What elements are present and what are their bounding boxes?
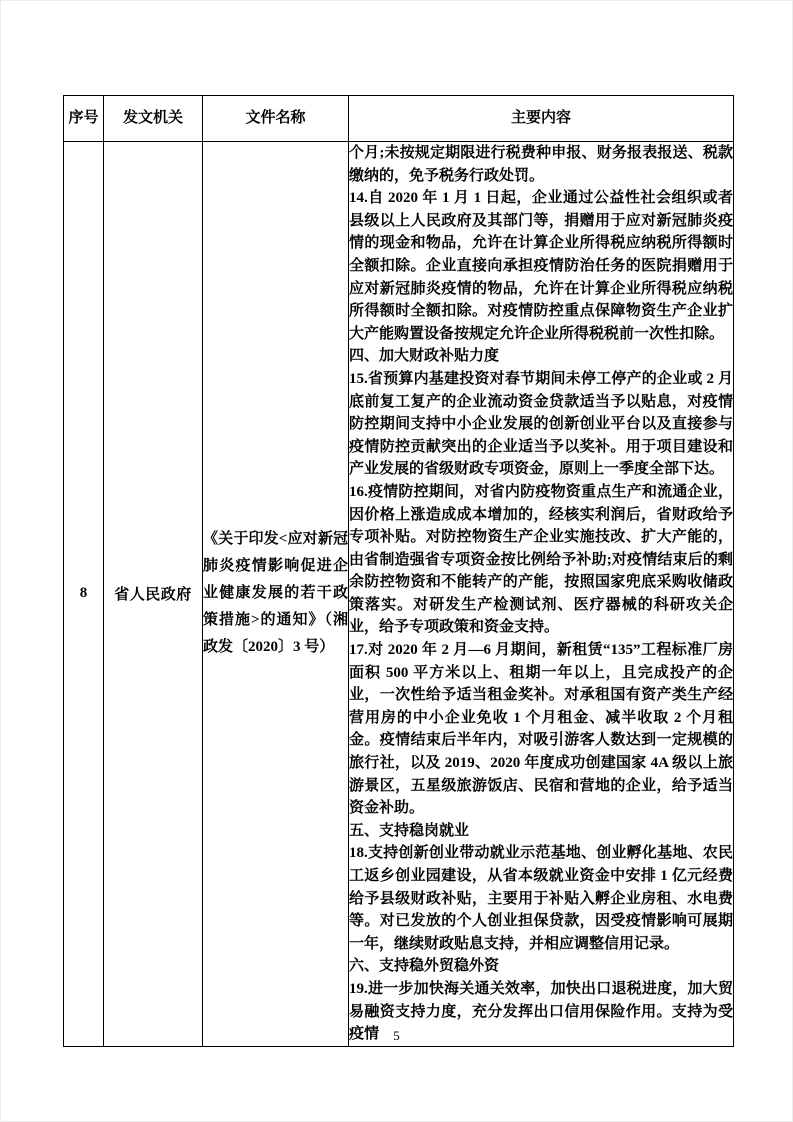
page-number: 5 (393, 1028, 400, 1043)
content-paragraph: 14.自 2020 年 1 月 1 日起，企业通过公益性社会组织或者县级以上人民政府及其部门等，捐赠用于应对新冠肺炎疫情的现金和物品，允许在计算企业所得税应纳税所得额时全额扣除。企业直接向承担疫情防治任务的医院捐赠用于应对新冠肺炎疫情的物品，允许在计算企业所得税应纳税所得额时全额扣除。对疫情防控重点保障物资生产企业扩大产能购置设备按规定允许企业所得税税前一次性扣除。 (349, 190, 733, 342)
content-paragraph: 19.进一步加快海关通关效率，加快出口退税进度，加大贸易融资支持力度，充分发挥出口信用保险作用。支持为受疫情 (349, 980, 733, 1043)
content-section-heading: 五、支持稳岗就业 (349, 822, 470, 839)
cell-main-content (349, 142, 734, 1047)
header-cell-issuing-authority: 发文机关 (104, 96, 203, 142)
content-section-heading: 四、加大财政补贴力度 (349, 348, 500, 365)
cell-document-name: 《关于印发<应对新冠肺炎疫情影响促进企业健康发展的若干政策措施>的通知》（湘政发〔2020〕3 号） (203, 142, 349, 1047)
header-cell-serial-number: 序号 (64, 96, 104, 142)
table-row (64, 142, 734, 1047)
cell-issuing-authority: 省人民政府 (104, 142, 203, 1047)
content-section-heading: 六、支持稳外贸稳外资 (349, 958, 500, 975)
cell-serial-number: 8 (64, 142, 104, 1047)
content-paragraph: 17.对 2020 年 2 月—6 月期间，新租赁“135”工程标准厂房面积 500 平方米以上、租期一年以上，且完成投产的企业，一次性给予适当租金奖补。对承租国有资产类生产经营用房的中小企业免收 1 个月租金、减半收取 2 个月租金。疫情结束后半年内，对吸引游客人数达到一定规模的旅行社，以及 2019、2020 年度成功创建国家 4A 级以上旅游景区，五星级旅游饭店、民宿和营地的企业，给予适当资金补助。 (349, 642, 733, 817)
policy-document-table (63, 95, 734, 1047)
header-cell-main-content: 主要内容 (349, 96, 734, 142)
content-paragraph: 16.疫情防控期间，对省内防疫物资重点生产和流通企业，因价格上涨造成成本增加的，经核实利润后，省财政给予专项补贴。对防控物资生产企业实施技改、扩大产能的，由省制造强省专项资金按比例给予补助;对疫情结束后的剩余防控物资和不能转产的产能，按照国家兜底采购收储政策落实。对研发生产检测试剂、医疗器械的科研攻关企业，给予专项政策和资金支持。 (349, 483, 733, 636)
content-paragraph: 15.省预算内基建投资对春节期间未停工停产的企业或 2 月底前复工复产的企业流动资金贷款适当予以贴息，对疫情防控期间支持中小企业发展的创新创业平台以及直接参与疫情防控贡献突出的企业适当予以奖补。用于项目建设和产业发展的省级财政专项资金，原则上一季度全部下达。 (349, 370, 733, 478)
table-header-row (64, 96, 734, 142)
content-paragraph: 个月;未按规定期限进行税费种申报、财务报表报送、税款缴纳的，免予税务行政处罚。 (349, 145, 733, 184)
header-cell-document-name: 文件名称 (203, 96, 349, 142)
content-paragraph: 18.支持创新创业带动就业示范基地、创业孵化基地、农民工返乡创业园建设，从省本级就业资金中安排 1 亿元经费给予县级财政补贴，主要用于补贴入孵企业房租、水电费等。对已发放的个人创业担保贷款，因受疫情影响可展期一年，继续财政贴息支持，并相应调整信用记录。 (349, 845, 733, 952)
